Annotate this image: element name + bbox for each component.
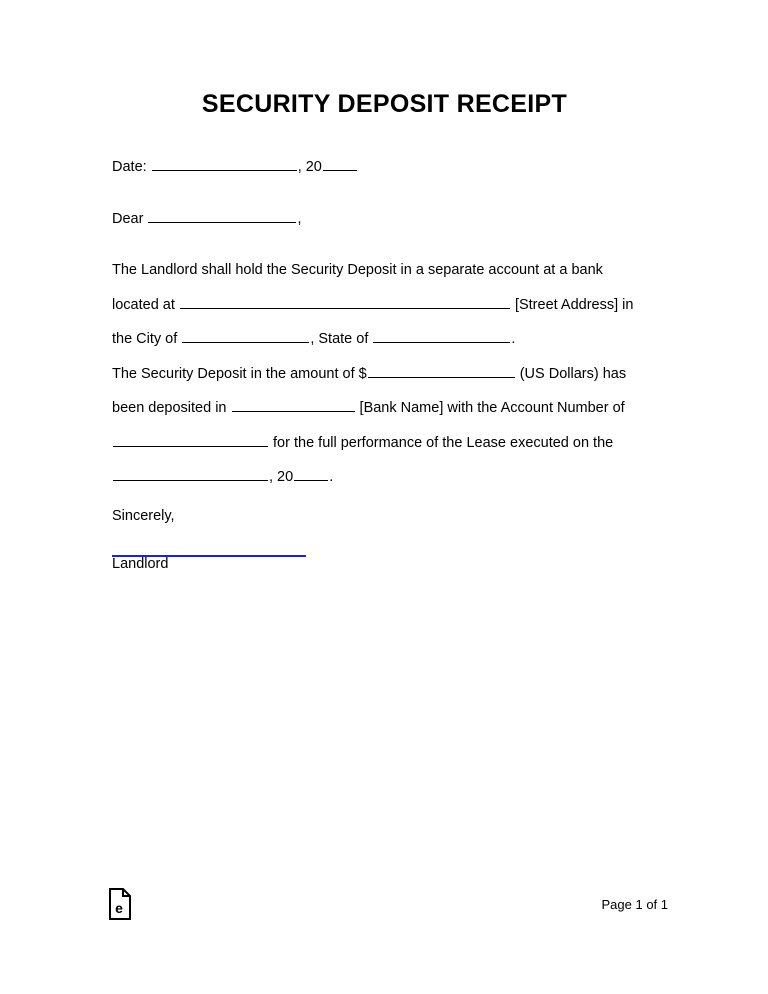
body-text-3c: . [511, 331, 516, 347]
lease-year-blank[interactable] [294, 466, 328, 481]
body-text-7b: . [329, 469, 334, 485]
deposit-amount-blank[interactable] [368, 363, 515, 378]
body-text-6: for the full performance of the Lease executed on the [269, 434, 614, 451]
salutation-line [112, 202, 672, 237]
body-text-4b: (US Dollars) has [515, 365, 627, 382]
bank-name-blank[interactable] [232, 397, 355, 412]
eforms-logo-icon [108, 888, 132, 920]
body-text-1: The Landlord shall hold the Security Deposit in a separate account at a bank [112, 262, 603, 278]
city-blank[interactable] [182, 328, 309, 343]
date-year-prefix: , 20 [297, 159, 322, 175]
body-line-4 [112, 357, 672, 392]
body-line-1 [112, 253, 672, 288]
body-text-5a: been deposited in [112, 400, 231, 416]
state-blank[interactable] [373, 328, 510, 343]
page-title: SECURITY DEPOSIT RECEIPT [201, 90, 568, 118]
body-text-3a: the City of [112, 331, 182, 347]
spacer-1 [112, 185, 672, 202]
body-text-3b: , State of [310, 331, 373, 347]
signature-label: Landlord [112, 556, 169, 572]
account-number-blank[interactable] [113, 432, 268, 447]
body-line-3 [112, 322, 672, 357]
date-year-blank[interactable] [323, 156, 357, 171]
body-text-2b: [Street Address] in [510, 296, 634, 313]
tenant-name-blank[interactable] [148, 208, 296, 223]
body-text-2a: located at [112, 296, 179, 313]
lease-date-blank[interactable] [113, 466, 268, 481]
closing-text: Sincerely, [112, 508, 175, 524]
date-label: Date: [112, 159, 151, 175]
date-line [112, 150, 672, 185]
salutation-comma: , [297, 210, 302, 227]
page-number: Page 1 of 1 [601, 897, 668, 912]
body-line-2 [112, 288, 672, 323]
document-body [112, 150, 672, 495]
body-text-5b: [Bank Name] with the Account Number of [355, 400, 625, 416]
svg-text:e: e [115, 900, 123, 916]
body-text-4a: The Security Deposit in the amount of $ [112, 365, 367, 382]
body-line-7 [112, 460, 672, 495]
dear-label: Dear [112, 210, 148, 227]
body-text-7a: , 20 [269, 469, 294, 485]
street-address-blank[interactable] [180, 294, 510, 309]
body-line-6 [112, 426, 672, 461]
body-line-5 [112, 391, 672, 426]
date-blank[interactable] [152, 156, 297, 171]
spacer-2 [112, 236, 672, 253]
